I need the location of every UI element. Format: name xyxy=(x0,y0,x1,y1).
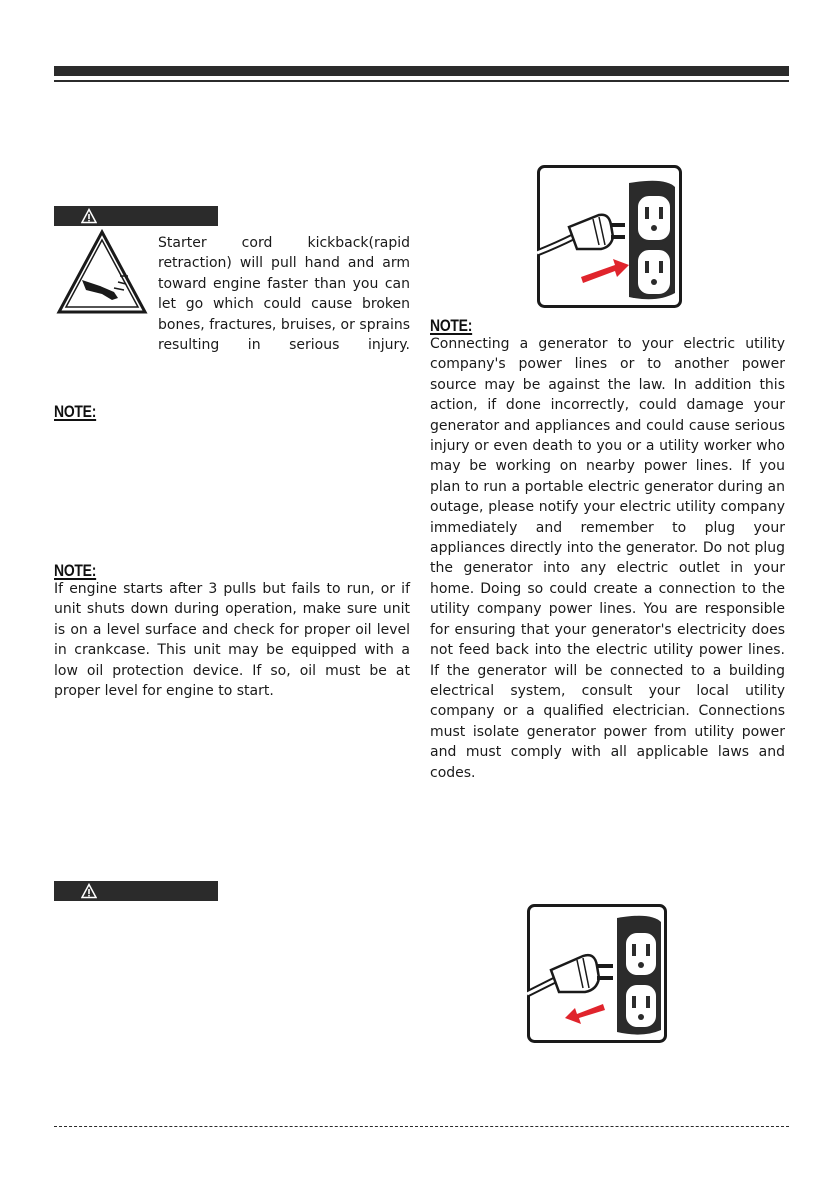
plug-insert-illustration xyxy=(537,165,682,308)
kickback-hazard-icon xyxy=(56,228,148,316)
note-heading-3: NOTE: xyxy=(430,316,473,335)
note-heading-1: NOTE: xyxy=(54,402,97,421)
note-heading-2: NOTE: xyxy=(54,561,97,580)
plug-remove-illustration xyxy=(527,904,667,1043)
footer-dashed-rule xyxy=(54,1126,789,1127)
kickback-warning-text: Starter cord kickback(rapid retraction) will pull hand and arm toward engine faster than you can let go which could cause broken bones, fractures, bruises, or sprains resulting in serious injury. xyxy=(158,235,410,354)
header-rule-thick xyxy=(54,66,789,76)
utility-note-text: Connecting a generator to your electric utility company's power lines or to another power source may be against the law. In addition this action, if done incorrectly, could damage your generator and appliances and could cause serious injury or even death to you or a utility worker who may be working on nearby power lines. If you plan to run a portable electric generator during an outage, please notify your electric utility company immediately and remember to plug your appliances directly into the generator. Do not plug the generator into any electric outlet in your home. Doing so could create a connection to the utility company power lines. You are responsible for ensuring that your generator's electricity does not feed back into the electric utility power lines. If the generator will be connected to a building electrical system, consult your local utility company or a qualified electrician. Connections must isolate generator power from utility power and must comply with all applicable laws and codes. xyxy=(430,336,785,781)
warning-bar-2 xyxy=(54,881,218,901)
header-rule-thin xyxy=(54,80,789,82)
engine-note-text: If engine starts after 3 pulls but fails to run, or if unit shuts down during operation, make sure unit is on a level surface and check for proper oil level in crankcase. This unit may be equipped with a low oil protection device. If so, oil must be at proper level for engine to start. xyxy=(54,581,410,700)
warning-triangle-icon xyxy=(81,208,97,224)
warning-triangle-icon xyxy=(81,883,97,899)
warning-bar xyxy=(54,206,218,226)
